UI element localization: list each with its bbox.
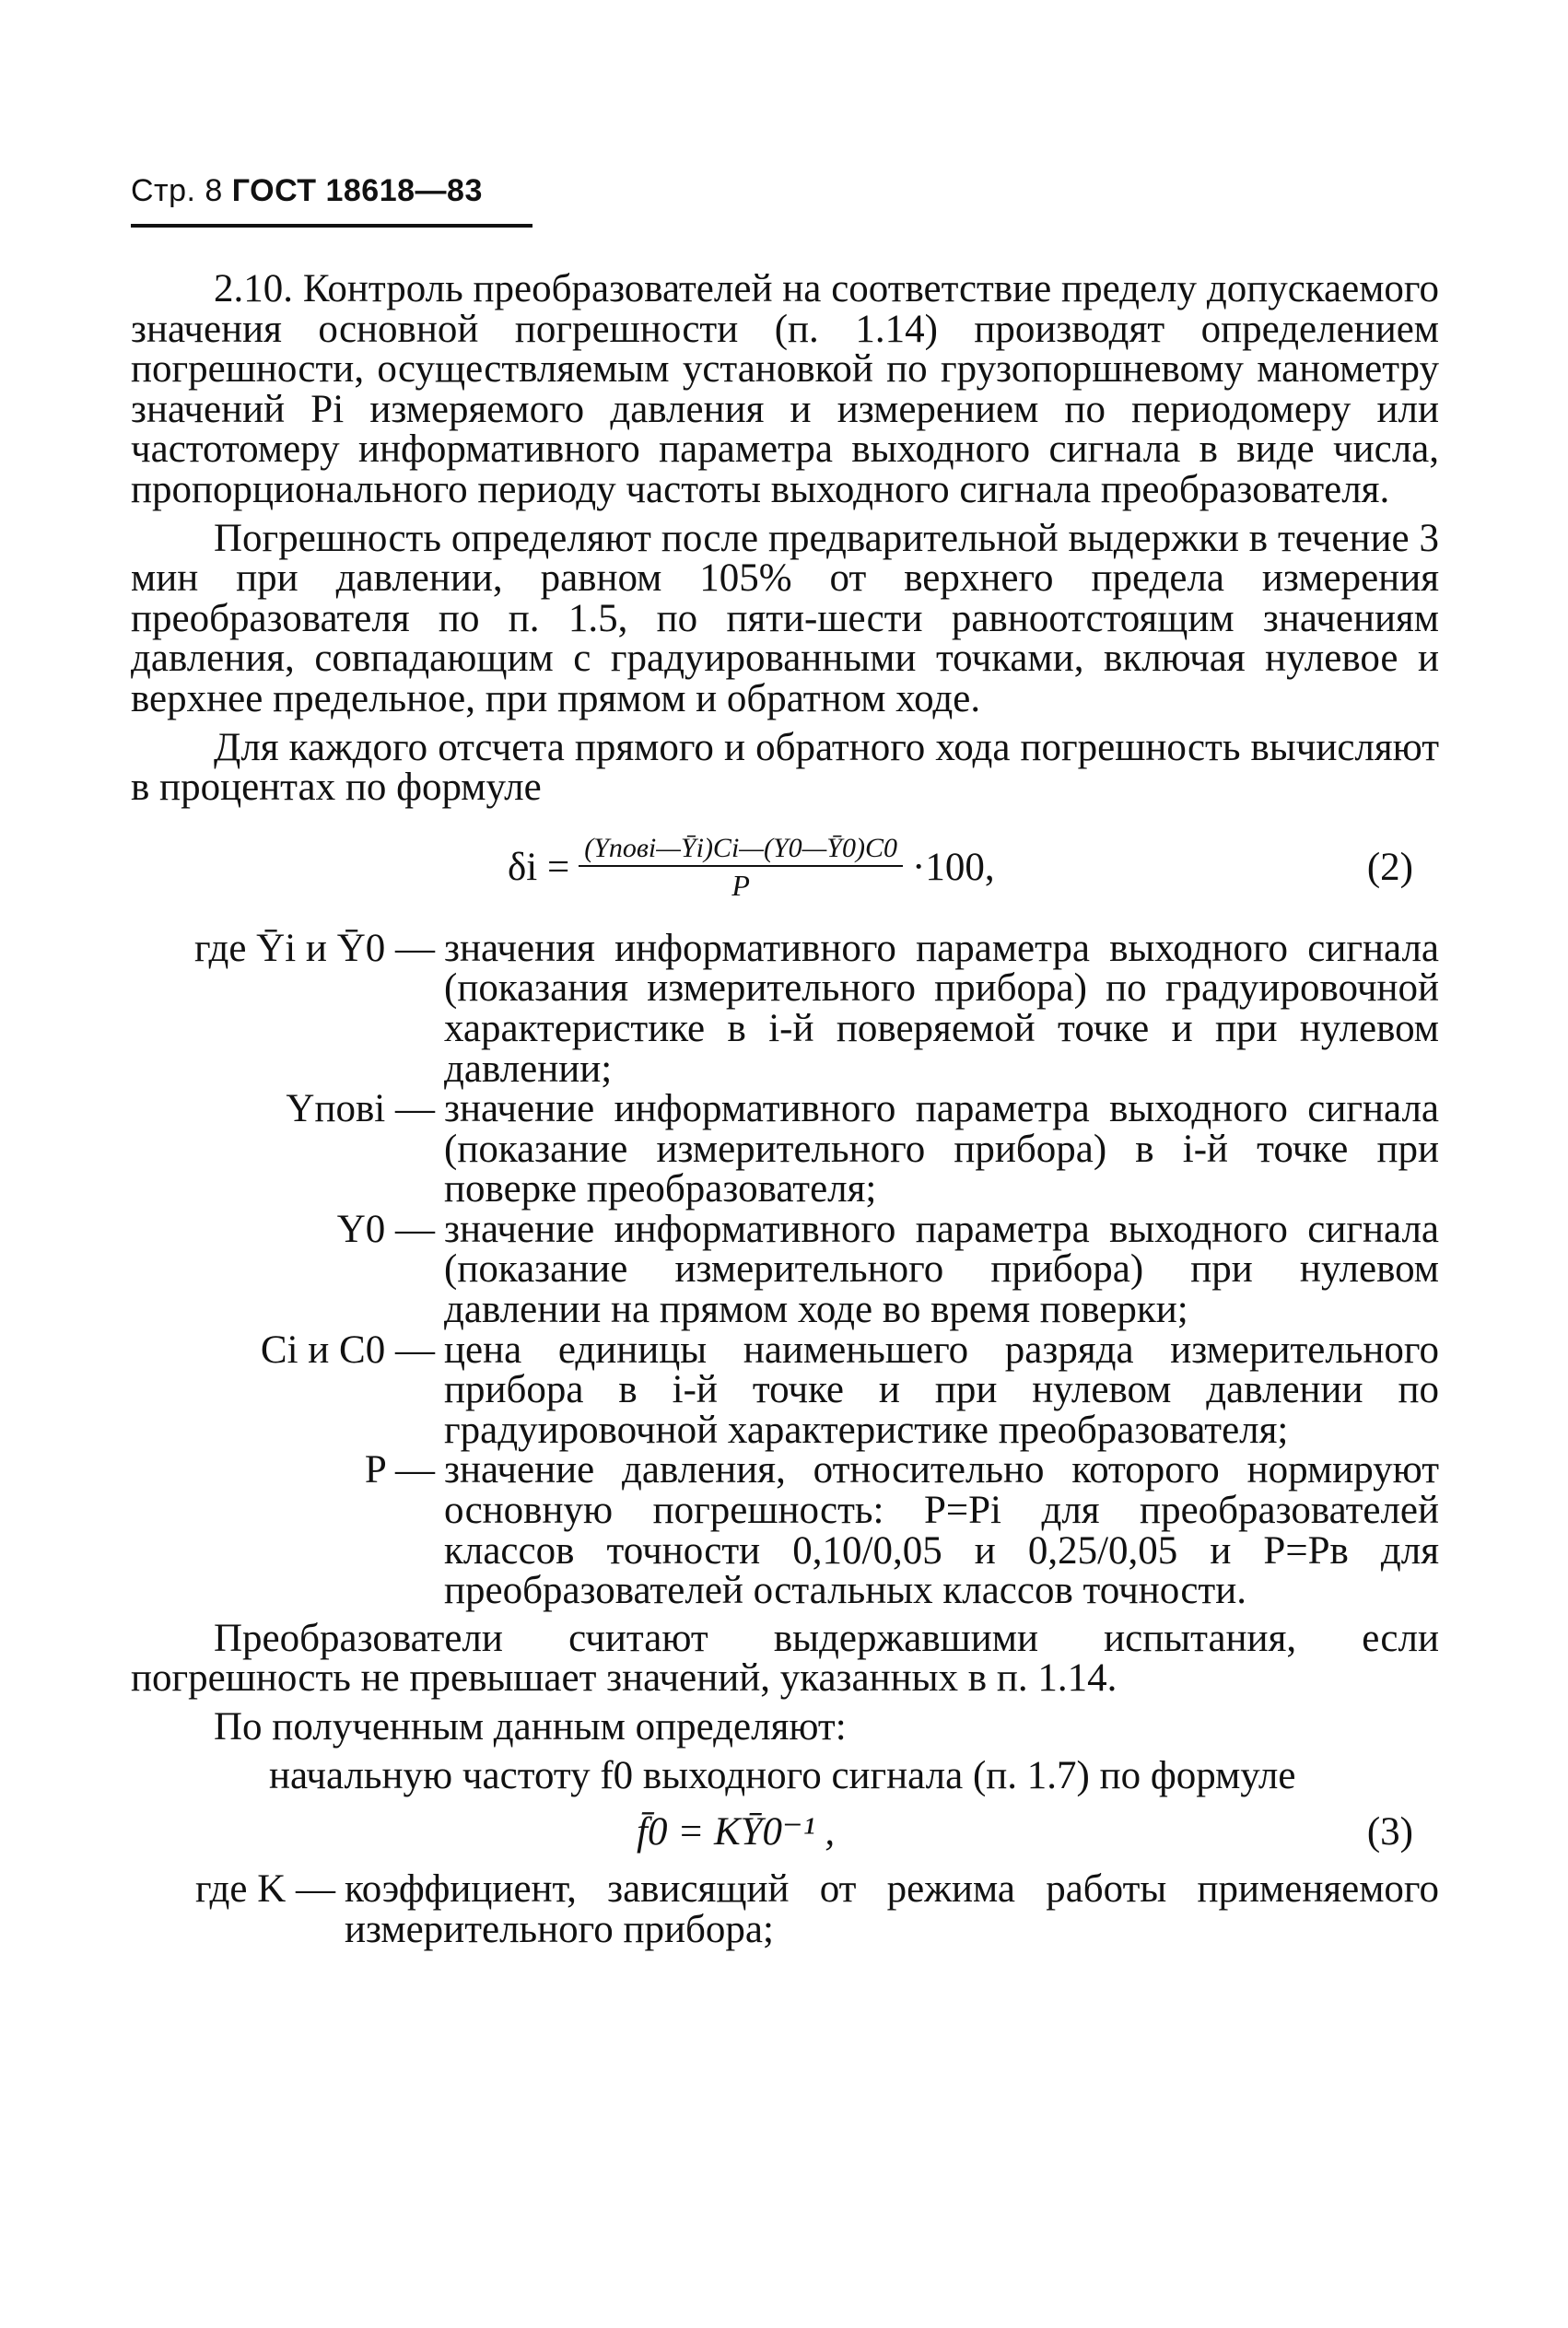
page-number: Стр. 8	[131, 173, 223, 208]
definition-text: значения информативного параметра выходного сигнала (показания измерительного прибора) по градуировочной характеристике в i-й поверяемой точке и при нулевом давлении;	[444, 926, 1439, 1091]
definition-text: коэффициент, зависящий от режима работы применяемого измерительного прибора;	[345, 1867, 1439, 1951]
document-body	[131, 269, 1439, 1949]
definition-text: значение давления, относительно которого нормируют основную погрешность: P=Pi для преобразователей классов точности 0,10/0,05 и 0,25/0,05 и P=Pв для преобразователей остальных классов точности.	[444, 1448, 1439, 1613]
formula-2	[131, 816, 1439, 919]
definition-term: P —	[364, 1448, 435, 1492]
definition-term: Y0 —	[336, 1207, 435, 1251]
formula-2-numerator: (Yповi—Ȳi)Ci—(Y0—Ȳ0)C0	[584, 832, 897, 863]
header-rule	[131, 224, 532, 228]
formula-3-expression: f̄0 = KȲ0⁻¹ ,	[637, 1810, 836, 1854]
paragraph-acceptance: Преобразователи считают выдержавшими испытания, если погрешность не превышает значений, указанных в п. 1.14.	[131, 1616, 1439, 1701]
formula-3	[131, 1805, 1439, 1860]
definitions-list-2	[131, 1869, 1439, 1949]
paragraph-2-10: 2.10. Контроль преобразователей на соответствие пределу допускаемого значения основной погрешности (п. 1.14) производят определением погрешности, осуществляемым установкой по грузопоршневому манометру значений Pi измеряемого давления и измерением по периодомеру или частотомеру информативного параметра выходного сигнала в виде числа, пропорционального периоду частоты выходного сигнала преобразователя.	[131, 267, 1439, 511]
formula-2-number: (2)	[1366, 845, 1413, 889]
definition-text: значение информативного параметра выходного сигнала (показание измерительного прибора) при нулевом давлении на прямом ходе во время поверки;	[444, 1207, 1439, 1332]
definition-text: значение информативного параметра выходного сигнала (показание измерительного прибора) в i-й точке при поверке преобразователя;	[444, 1087, 1439, 1211]
definition-term: Yповi —	[286, 1087, 435, 1131]
formula-2-rhs: ·100,	[912, 845, 995, 889]
standard-number: ГОСТ 18618—83	[231, 173, 483, 208]
formula-2-denominator: P	[731, 868, 750, 902]
paragraph-formula-intro: Для каждого отсчета прямого и обратного хода погрешность вычисляют в процентах по формуле	[131, 725, 1439, 810]
formula-3-number: (3)	[1366, 1810, 1413, 1854]
formula-2-lhs: δi =	[508, 845, 570, 889]
definition-term: Ci и C0 —	[260, 1328, 435, 1372]
definition-text: цена единицы наименьшего разряда измерительного прибора в i-й точке и при нулевом давлении по градуировочной характеристике преобразователя;	[444, 1328, 1439, 1452]
paragraph-initial-frequency: начальную частоту f0 выходного сигнала (п. 1.7) по формуле	[269, 1753, 1296, 1797]
paragraph-determine: По полученным данным определяют:	[214, 1705, 847, 1749]
paragraph-error-procedure: Погрешность определяют после предварительной выдержки в течение 3 мин при давлении, равном 105% от верхнего предела измерения преобразователя по п. 1.5, по пяти-шести равноотстоящим значениям давления, совпадающим с градуированными точками, включая нулевое и верхнее предельное, при прямом и обратном ходе.	[131, 516, 1439, 720]
definitions-list	[131, 926, 1439, 1613]
definition-term: где K —	[194, 1867, 335, 1912]
formula-2-fraction	[579, 832, 903, 904]
definition-term: где Ȳi и Ȳ0 —	[193, 926, 435, 970]
page-header	[131, 173, 483, 209]
